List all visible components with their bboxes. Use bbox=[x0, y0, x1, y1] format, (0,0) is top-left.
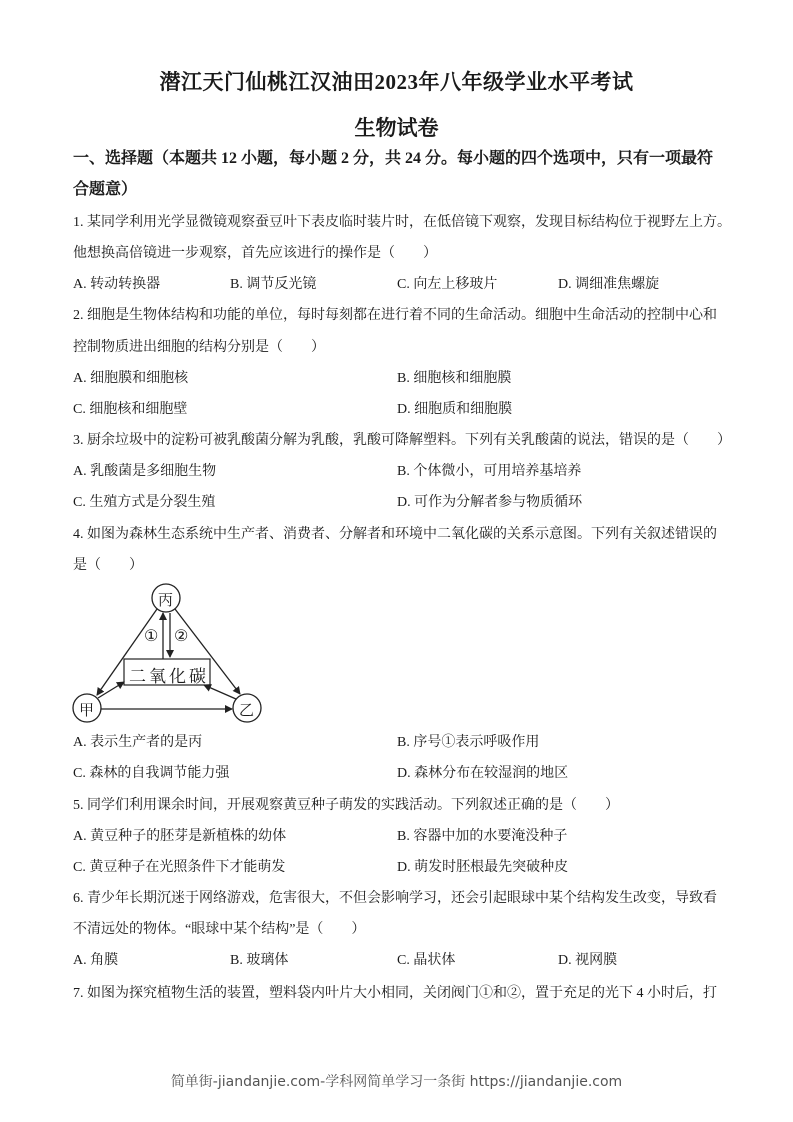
q4-option-c: C. 森林的自我调节能力强 bbox=[73, 766, 230, 781]
arrow-label-1: ① bbox=[144, 628, 159, 645]
q2-option-c: C. 细胞核和细胞壁 bbox=[73, 402, 188, 417]
arrow-label-2: ② bbox=[174, 628, 189, 645]
q6-stem-line1: 6. 青少年长期沉迷于网络游戏，危害很大，不但会影响学习，还会引起眼球中某个结构发生改变，导致看 bbox=[73, 891, 717, 906]
q1-option-a: A. 转动转换器 bbox=[73, 277, 161, 292]
section-heading-line1: 一、选择题（本题共 12 小题，每小题 2 分，共 24 分。每小题的四个选项中，只有一项最符 bbox=[73, 150, 714, 167]
q1-stem-line2: 他想换高倍镜进一步观察，首先应该进行的操作是（ ） bbox=[73, 246, 437, 261]
q3-option-a: A. 乳酸菌是多细胞生物 bbox=[73, 464, 217, 479]
q4-stem-line2: 是（ ） bbox=[73, 558, 143, 573]
exam-subtitle: 生物试卷 bbox=[354, 116, 439, 140]
q4-option-a: A. 表示生产者的是丙 bbox=[73, 735, 203, 750]
q6-option-a: A. 角膜 bbox=[73, 953, 119, 968]
q1-option-b: B. 调节反光镜 bbox=[230, 277, 317, 292]
q5-option-c: C. 黄豆种子在光照条件下才能萌发 bbox=[73, 860, 286, 875]
node-yi: 乙 bbox=[239, 703, 255, 719]
q6-option-d: D. 视网膜 bbox=[558, 953, 618, 968]
q3-option-d: D. 可作为分解者参与物质循环 bbox=[397, 495, 583, 510]
node-jia: 甲 bbox=[79, 703, 95, 719]
q1-option-d: D. 调细准焦螺旋 bbox=[558, 277, 660, 292]
q1-stem-line1: 1. 某同学利用光学显微镜观察蚕豆叶下表皮临时装片时，在低倍镜下观察，发现目标结构位于视野左上方。 bbox=[73, 215, 731, 230]
q6-option-b: B. 玻璃体 bbox=[230, 953, 289, 968]
q4-option-b: B. 序号①表示呼吸作用 bbox=[397, 735, 540, 750]
q5-option-a: A. 黄豆种子的胚芽是新植株的幼体 bbox=[73, 829, 287, 844]
q5-option-d: D. 萌发时胚根最先突破种皮 bbox=[397, 860, 569, 875]
q2-stem-line2: 控制物质进出细胞的结构分别是（ ） bbox=[73, 340, 325, 355]
co2-box-label: 二氧化碳 bbox=[129, 667, 209, 687]
q2-option-a: A. 细胞膜和细胞核 bbox=[73, 371, 189, 386]
node-bing: 丙 bbox=[158, 593, 174, 609]
ecosystem-carbon-diagram bbox=[66, 582, 276, 727]
q5-option-b: B. 容器中加的水要淹没种子 bbox=[397, 829, 568, 844]
watermark-footer: 简单街-jiandanjie.com-学科网简单学习一条街 https://jiandanjie.com bbox=[170, 1074, 623, 1090]
q4-option-d: D. 森林分布在较湿润的地区 bbox=[397, 766, 569, 781]
q5-stem-line1: 5. 同学们利用课余时间，开展观察黄豆种子萌发的实践活动。下列叙述正确的是（ ） bbox=[73, 798, 619, 813]
q6-option-c: C. 晶状体 bbox=[397, 953, 456, 968]
q2-option-d: D. 细胞质和细胞膜 bbox=[397, 402, 513, 417]
q3-option-b: B. 个体微小，可用培养基培养 bbox=[397, 464, 582, 479]
q2-option-b: B. 细胞核和细胞膜 bbox=[397, 371, 512, 386]
q3-option-c: C. 生殖方式是分裂生殖 bbox=[73, 495, 216, 510]
q3-stem-line1: 3. 厨余垃圾中的淀粉可被乳酸菌分解为乳酸，乳酸可降解塑料。下列有关乳酸菌的说法，错误的是（ ） bbox=[73, 433, 731, 448]
q6-stem-line2: 不清远处的物体。“眼球中某个结构”是（ ） bbox=[73, 922, 366, 937]
q7-stem-line1: 7. 如图为探究植物生活的装置，塑料袋内叶片大小相同，关闭阀门①和②，置于充足的光下 4 小时后，打 bbox=[73, 986, 717, 1001]
q1-option-c: C. 向左上移玻片 bbox=[397, 277, 498, 292]
exam-title: 潜江天门仙桃江汉油田2023年八年级学业水平考试 bbox=[159, 70, 634, 94]
q4-stem-line1: 4. 如图为森林生态系统中生产者、消费者、分解者和环境中二氧化碳的关系示意图。下列有关叙述错误的 bbox=[73, 527, 717, 542]
section-heading-line2: 合题意） bbox=[73, 181, 138, 198]
q2-stem-line1: 2. 细胞是生物体结构和功能的单位，每时每刻都在进行着不同的生命活动。细胞中生命活动的控制中心和 bbox=[73, 308, 717, 323]
